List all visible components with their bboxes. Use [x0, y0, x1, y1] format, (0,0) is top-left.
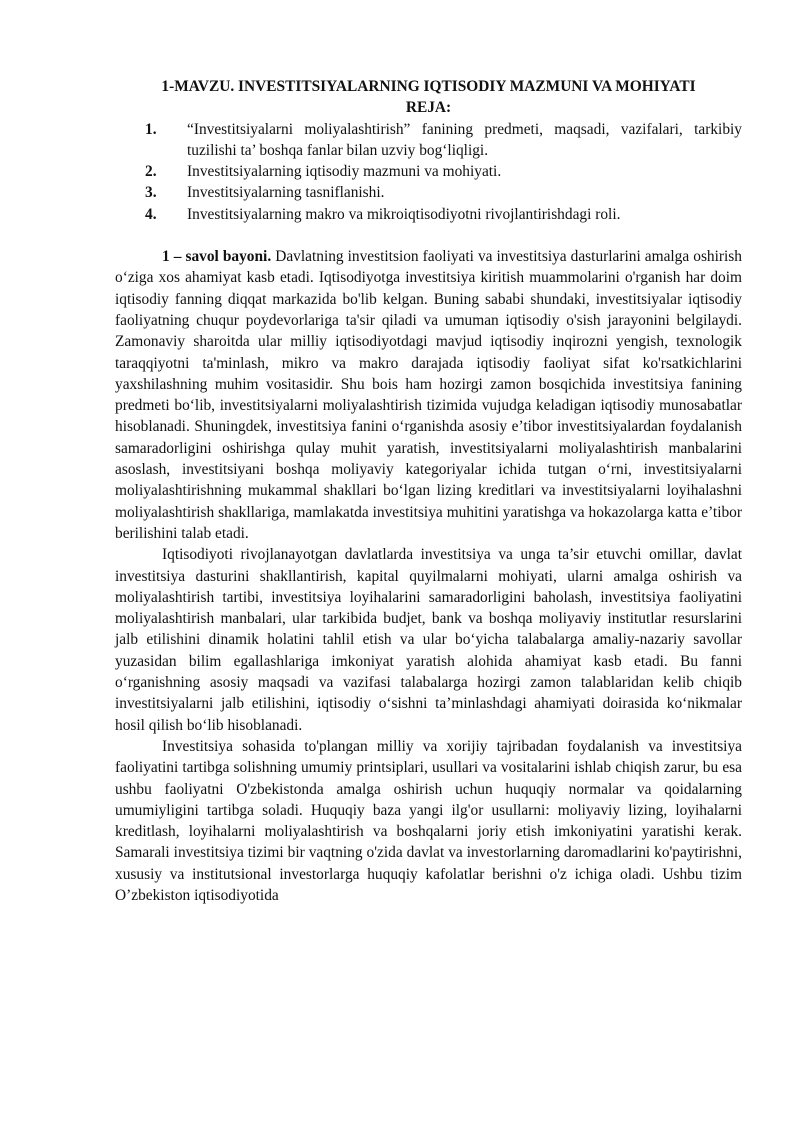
plan-item-number: 2.: [145, 163, 157, 181]
section-lead: 1 – savol bayoni.: [162, 248, 272, 266]
plan-item-number: 1.: [145, 120, 157, 138]
body-paragraph: Iqtisodiyoti rivojlanayotgan davlatlarda investitsiya va unga ta’sir etuvchi omillar, davlat investitsiya dasturini shakllantirish, kapital quyilmalarni mohiyati, ularni amalga oshirish va moliyalashtirish tartibi, investitsiya loyihalarini samaradorligini baholash, investitsiya faoliyatini moliyalashtirish manbalari, ular tarkibida budjet, bank va boshqa moliyaviy institutlar resurslarini jalb etilishini dinamik holatini tahlil etish va ular bo‘yicha talabalarga amaliy-nazariy savollar yuzasidan bilim egallashlariga imkoniyat yaratish alohida ahamiyat kasb etadi. Bu fanni o‘rganishning asosiy maqsadi va vazifasi talabalarga hozirgi zamon talablaridan kelib chiqib investitsiyalarni jalb etilishini, iqtisodiy o‘sishni ta’minlashdagi ahamiyati doirasida ko‘nikmalar hosil qilish bo‘lib hisoblanadi.: [115, 546, 742, 734]
plan-item-text: “Investitsiyalarni moliyalashtirish” fanining predmeti, maqsadi, vazifalari, tarkibiy tuzilishi ta’ boshqa fanlar bilan uzviy bog‘liqligi.: [187, 120, 742, 159]
plan-item-number: 3.: [145, 184, 157, 202]
plan-heading: REJA:: [405, 99, 452, 117]
plan-item-text: Investitsiyalarning tasniflanishi.: [187, 184, 385, 202]
plan-item-text: Investitsiyalarning makro va mikroiqtisodiyotni rivojlantirishdagi roli.: [187, 205, 621, 223]
document-title: 1-MAVZU. INVESTITSIYALARNING IQTISODIY MAZMUNI VA MOHIYATI: [161, 78, 696, 95]
paragraph-text: Davlatning investitsion faoliyati va investitsiya dasturlarini amalga oshirish o‘ziga xos ahamiyat kasb etadi. Iqtisodiyotga investitsiya kiritish muammolarini o'rganish har doim iqtisodiy fanning diqqat markazida bo'lib kelgan. Buning sababi shundaki, investitsiyalar iqtisodiy faoliyatning chuqur poydevorlariga ta'sir qiladi va umuman iqtisodiy o'sish jarayonini belgilaydi. Zamonaviy sharoitda ular milliy iqtisodiyotdagi mavjud iqtisodiy inqirozni yengish, texnologik taraqqiyotni ta'minlash, mikro va makro darajada iqtisodiy faoliyat sifat ko'rsatkichlarini yaxshilashning muhim vositasidir. Shu bois ham hozirgi zamon bosqichida investitsiya fanining predmeti bo‘lib, investitsiyalarni moliyalashtirish tizimida vujudga keladigan iqtisodiy munosabatlar hisoblanadi. Shuningdek, investitsiya fanini o‘rganishda asosiy e’tibor investitsiyalardan foydalanish samaradorligini oshirishga qulay muhit yaratish, investitsiyalarni moliyalashtirish manbalarini asoslash, investitsiyani boshqa moliyaviy kategoriyalar ichida tutgan o‘rni, investitsiyalarni moliyalashtirishning mukammal shakllari bo‘lgan lizing kreditlari va investitsiyalarni loyihalashni moliyalashtirish shakllariga, mamlakatda investitsiya muhitini yaratishga va hokazolarga katta e’tibor berilishini talab etadi.: [115, 248, 742, 542]
section-spacer: [115, 225, 742, 246]
plan-item: [115, 161, 742, 182]
plan-item: [115, 182, 742, 203]
body-paragraph: Investitsiya sohasida to'plangan milliy va xorijiy tajribadan foydalanish va investitsiya faoliyatini tartibga solishning umumiy printsiplari, usullari va vositalarini ishlab chiqish zarur, bu esa ushbu faoliyatni O'zbekistonda amalga oshirish uchun huquqiy normalar va qoidalarning umumiyligini tartibga soladi. Huquqiy baza yangi ilg'or usullarni: moliyaviy lizing, loyihalarni kreditlash, loyihalarni moliyalashtirish va boshqalarni joriy etish imkoniyatini yaratishi kerak. Samarali investitsiya tizimi bir vaqtning o'zida davlat va investorlarning daromadlarini ko'paytirishni, xususiy va institutsional investorlarga huquqiy kafolatlar berishni o'z ichiga oladi. Ushbu tizim O’zbekiston iqtisodiyotida: [115, 737, 742, 904]
plan-item: [115, 204, 742, 225]
plan-list: [115, 119, 742, 225]
plan-item-number: 4.: [145, 205, 157, 223]
body-paragraph: [115, 246, 742, 544]
plan-item-text: Investitsiyalarning iqtisodiy mazmuni va mohiyati.: [187, 163, 502, 181]
plan-item: [115, 119, 742, 162]
document-page: [115, 76, 742, 906]
